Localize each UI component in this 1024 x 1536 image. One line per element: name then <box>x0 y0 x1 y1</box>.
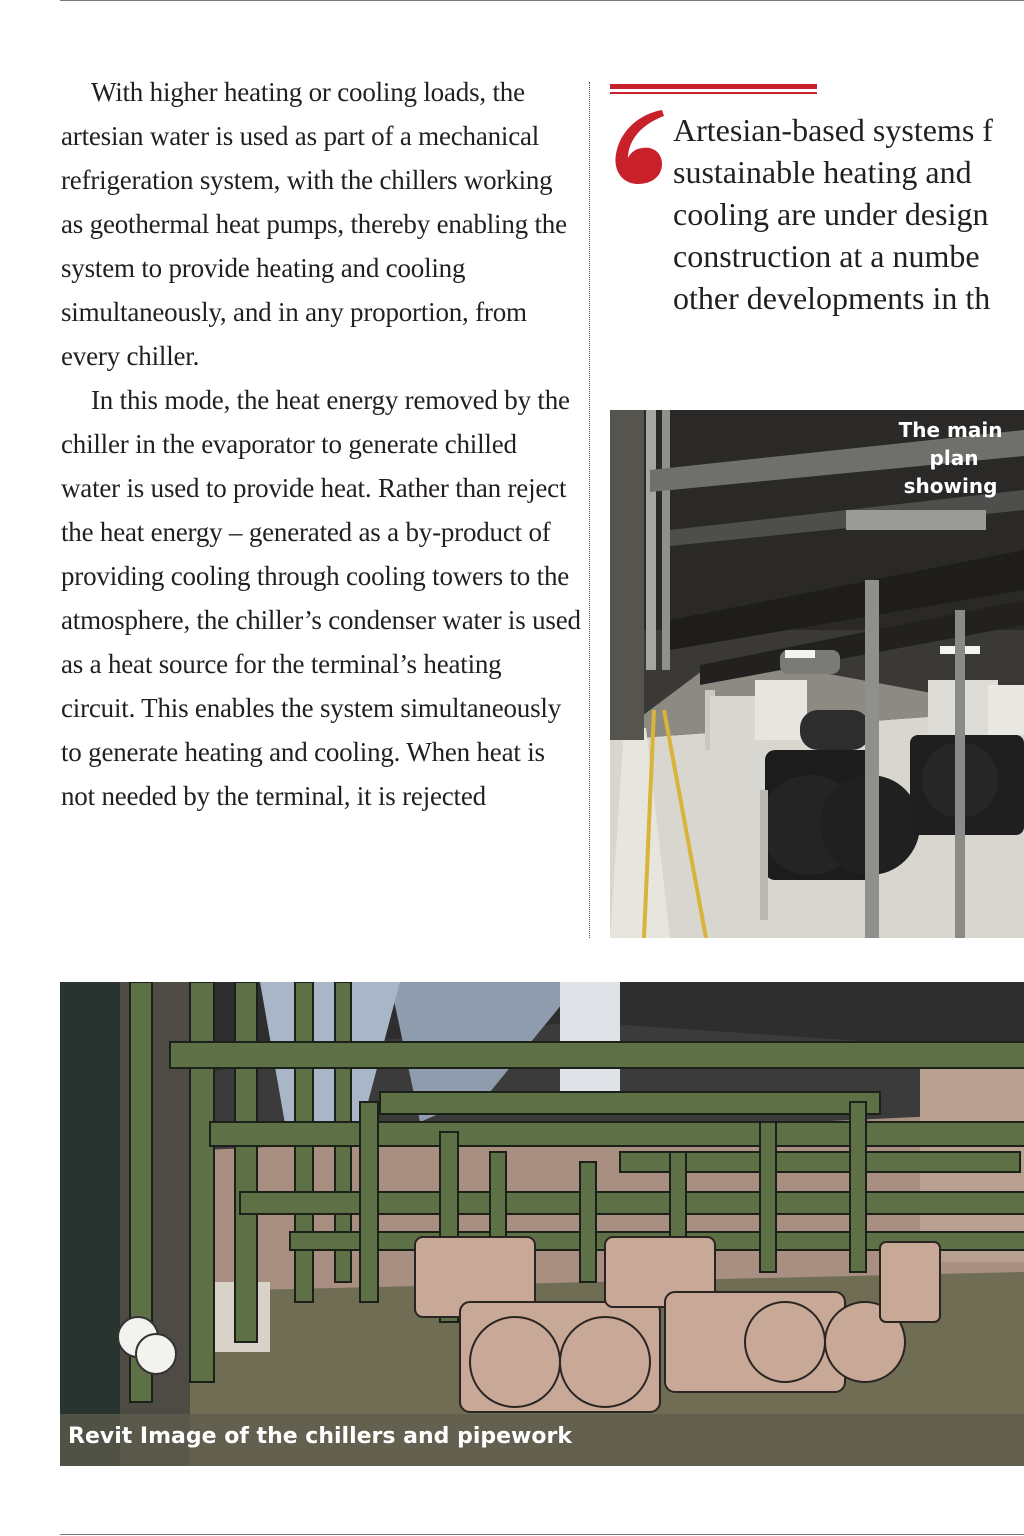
render-caption-bar <box>60 1414 1024 1466</box>
article-body <box>61 70 581 818</box>
top-rule <box>60 0 1024 1</box>
render-caption: Revit Image of the chillers and pipework <box>68 1424 572 1449</box>
paragraph-1: With higher heating or cooling loads, the artesian water is used as part of a mechanical refrigeration system, with the chillers working as geothermal heat pumps, thereby enabling the system to provide heating and cooling simultaneously, and in any proportion, from every chiller. <box>61 77 567 371</box>
bottom-rule <box>60 1534 1024 1535</box>
pull-quote <box>610 84 1024 354</box>
paragraph-2: In this mode, the heat energy removed by the chiller in the evaporator to generate chilled water is used to provide heat. Rather than reject the heat energy – generated as a by-product of providing cooling through cooling towers to the atmosphere, the chiller’s condenser water is used as a heat source for the terminal’s heating circuit. This enables the system simultaneously to generate heating and cooling. When heat is not needed by the terminal, it is rejected <box>61 385 581 811</box>
column-divider <box>589 82 590 938</box>
pull-quote-text: Artesian-based systems f sustainable heating and cooling are under design construction at a numbe other developments in th <box>673 112 993 316</box>
photo-caption: The main plan showing <box>898 418 1003 498</box>
quote-mark-icon <box>610 106 668 186</box>
pull-quote-rule <box>610 84 817 96</box>
plant-room-photo <box>610 410 1024 938</box>
revit-render-figure <box>60 982 1024 1466</box>
revit-render-image <box>60 982 1024 1466</box>
